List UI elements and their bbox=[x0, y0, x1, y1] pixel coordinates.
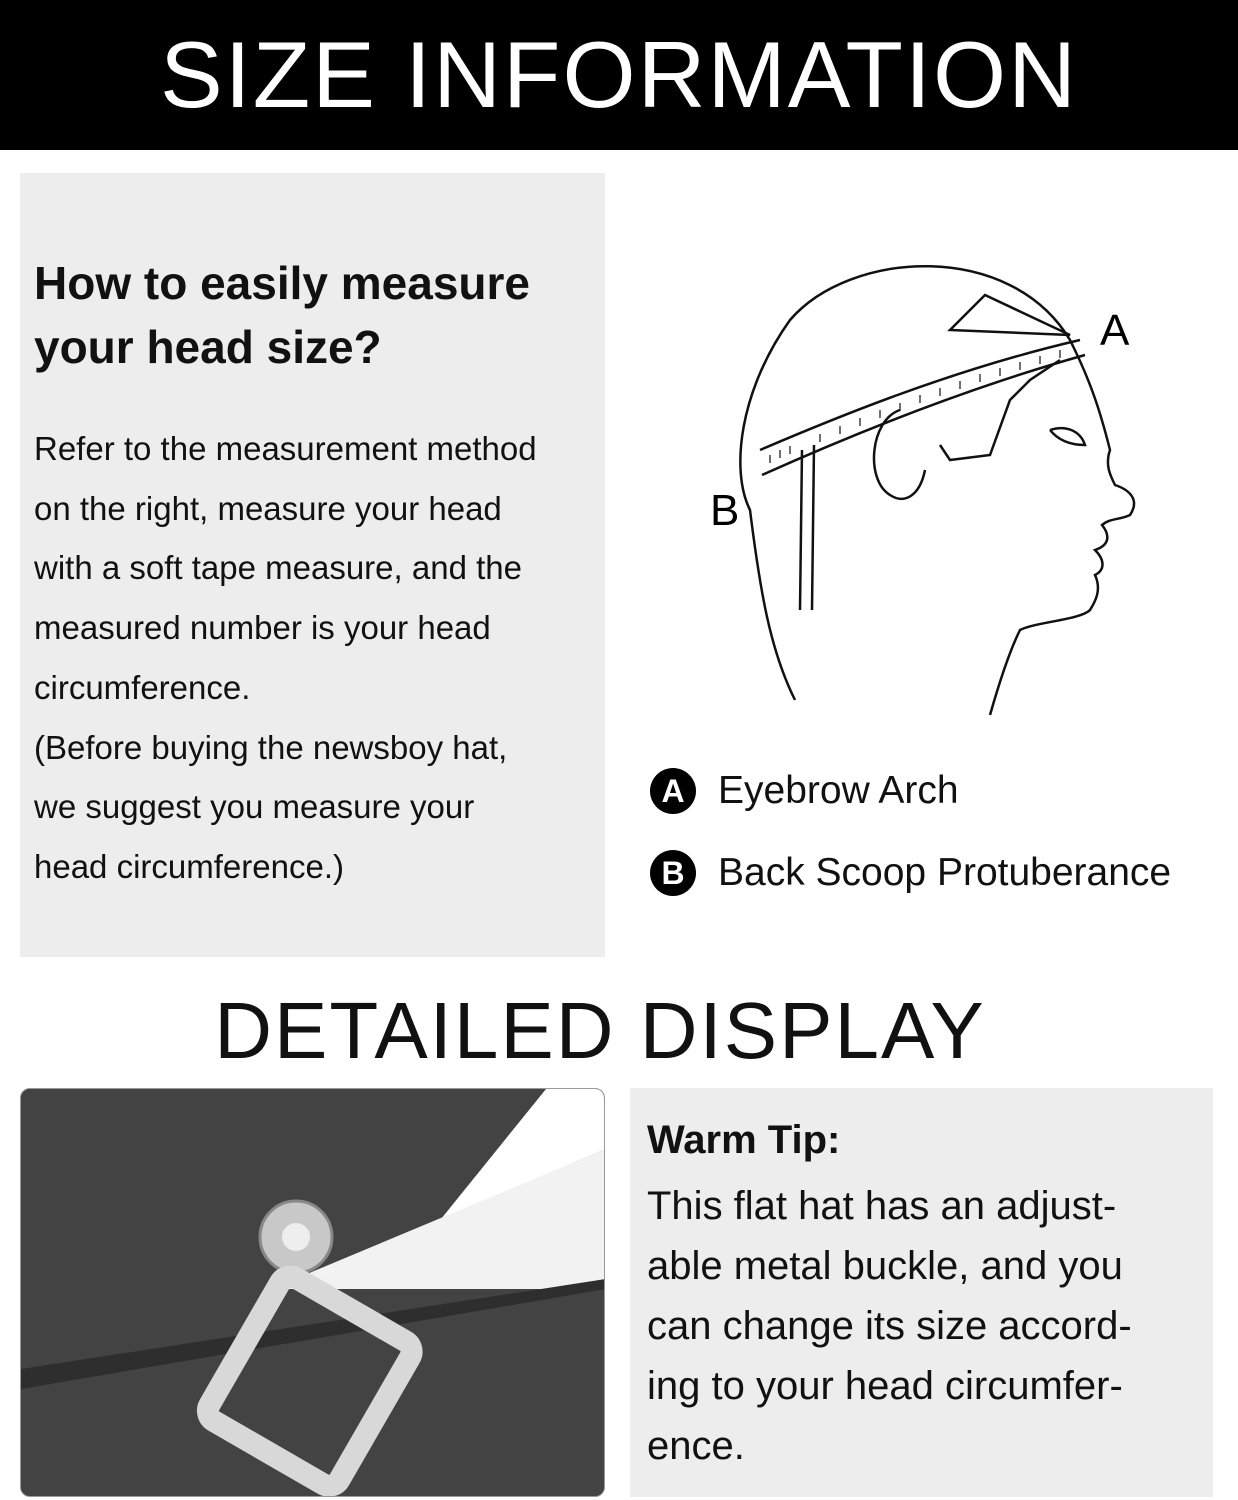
body-line: measured number is your head bbox=[34, 609, 491, 647]
measure-instructions-panel bbox=[20, 173, 605, 957]
tip-line: able metal buckle, and you bbox=[647, 1244, 1123, 1288]
warm-tip-panel bbox=[630, 1088, 1213, 1497]
head-measurement-diagram bbox=[690, 250, 1160, 730]
body-line: we suggest you measure your bbox=[34, 788, 475, 826]
letter-b-badge: B bbox=[650, 850, 696, 896]
body-line: head circumference.) bbox=[34, 847, 344, 885]
tip-line: ing to your head circumfer- bbox=[647, 1364, 1123, 1408]
body-line: with a soft tape measure, and the bbox=[34, 549, 522, 587]
legend-text: Back Scoop Protuberance bbox=[718, 851, 1172, 894]
tip-line: can change its size accord- bbox=[647, 1304, 1132, 1348]
tip-line: This flat hat has an adjust- bbox=[647, 1184, 1117, 1228]
body-line: Refer to the measurement method bbox=[34, 430, 537, 467]
question-line: your head size? bbox=[34, 321, 382, 373]
label-b: B bbox=[710, 486, 740, 535]
header-title: SIZE INFORMATION bbox=[159, 22, 1079, 127]
tip-title: Warm Tip: bbox=[647, 1118, 841, 1162]
buckle-photo bbox=[20, 1088, 605, 1497]
legend-item-b bbox=[650, 850, 1171, 896]
tip-line: ence. bbox=[647, 1424, 745, 1468]
tip-body bbox=[647, 1176, 1132, 1476]
legend-text: Eyebrow Arch bbox=[718, 769, 959, 812]
body-line: (Before buying the newsboy hat, bbox=[34, 728, 508, 766]
legend-item-a bbox=[650, 768, 959, 814]
section-title: DETAILED DISPLAY bbox=[214, 986, 986, 1075]
measure-question bbox=[34, 251, 604, 379]
question-line: How to easily measure bbox=[34, 257, 530, 309]
measure-body bbox=[34, 419, 604, 897]
page-header bbox=[0, 0, 1238, 150]
body-line: on the right, measure your head bbox=[34, 489, 502, 527]
letter-a-badge: A bbox=[650, 768, 696, 814]
body-line: circumference. bbox=[34, 668, 251, 706]
label-a: A bbox=[1100, 306, 1130, 355]
